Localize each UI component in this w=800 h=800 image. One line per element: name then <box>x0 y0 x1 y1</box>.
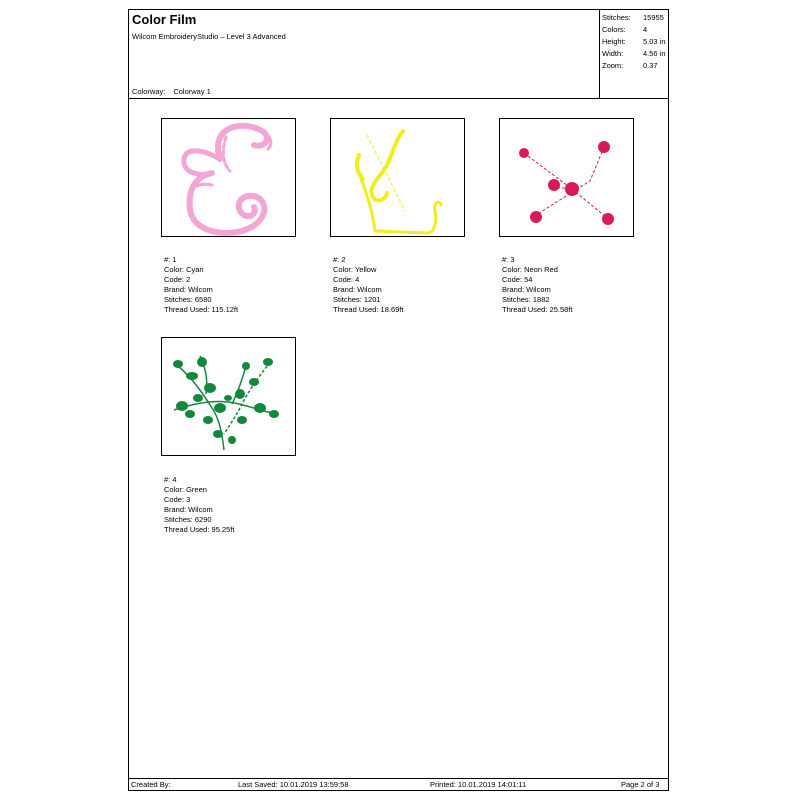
film-stitches: Stitches: 1882 <box>502 295 550 304</box>
stat-value: 0.37 <box>643 61 658 70</box>
report-footer <box>128 778 669 791</box>
film-thread-used: Thread Used: 115.12ft <box>164 305 239 314</box>
film-color: Color: Neon Red <box>502 265 558 274</box>
green-vine-motif <box>162 338 295 455</box>
film-number: #: 4 <box>164 475 177 484</box>
film-thread-used: Thread Used: 25.58ft <box>502 305 573 314</box>
film-swatch-2 <box>330 118 465 237</box>
stat-value: 15955 <box>643 13 664 22</box>
stat-value: 4 <box>643 25 648 34</box>
colorway-value: Colorway 1 <box>173 87 211 96</box>
film-code: Code: 4 <box>333 275 360 284</box>
film-swatch-1 <box>161 118 296 237</box>
film-thread-used: Thread Used: 95.25ft <box>164 525 235 534</box>
software-name: Wilcom EmbroideryStudio – Level 3 Advanced <box>132 32 286 41</box>
film-code: Code: 3 <box>164 495 191 504</box>
film-number: #: 2 <box>333 255 346 264</box>
film-brand: Brand: Wilcom <box>502 285 551 294</box>
film-info-2 <box>333 255 403 315</box>
stat-value: 4.56 in <box>643 49 666 58</box>
created-by: Created By: <box>131 780 171 789</box>
stat-label: Stitches: <box>602 13 631 22</box>
film-number: #: 1 <box>164 255 177 264</box>
yellow-outline-motif <box>331 119 464 236</box>
film-brand: Brand: Wilcom <box>164 285 213 294</box>
stat-label: Width: <box>602 49 624 58</box>
stat-width <box>602 49 668 59</box>
film-stitches: Stitches: 6290 <box>164 515 212 524</box>
script-letter-motif <box>162 119 295 236</box>
stat-zoom <box>602 61 668 71</box>
film-swatch-4 <box>161 337 296 456</box>
stat-stitches <box>602 13 668 23</box>
film-stitches: Stitches: 1201 <box>333 295 381 304</box>
stat-height <box>602 37 668 47</box>
page-number: Page 2 of 3 <box>621 780 660 789</box>
stat-label: Height: <box>602 37 626 46</box>
report-header <box>129 10 668 99</box>
film-swatch-3 <box>499 118 634 237</box>
last-saved: Last Saved: 10.01.2019 13:59:58 <box>238 780 349 789</box>
film-color: Color: Green <box>164 485 207 494</box>
film-info-3 <box>502 255 572 315</box>
design-stats <box>599 10 669 98</box>
report-title: Color Film <box>132 12 197 27</box>
colorway-label: Colorway: <box>132 87 166 96</box>
film-code: Code: 2 <box>164 275 191 284</box>
stat-label: Zoom: <box>602 61 624 70</box>
film-brand: Brand: Wilcom <box>333 285 382 294</box>
film-info-1 <box>164 255 238 315</box>
film-stitches: Stitches: 6580 <box>164 295 212 304</box>
stat-colors <box>602 25 668 35</box>
film-brand: Brand: Wilcom <box>164 505 213 514</box>
film-thread-used: Thread Used: 18.69ft <box>333 305 404 314</box>
red-dots-motif <box>500 119 633 236</box>
film-color: Color: Cyan <box>164 265 204 274</box>
stat-label: Colors: <box>602 25 626 34</box>
film-color: Color: Yellow <box>333 265 377 274</box>
film-code: Code: 54 <box>502 275 533 284</box>
stat-value: 5.03 in <box>643 37 666 46</box>
film-info-4 <box>164 475 234 535</box>
colorway-line <box>132 87 211 96</box>
printed-date: Printed: 10.01.2019 14:01:11 <box>430 780 527 789</box>
film-number: #: 3 <box>502 255 515 264</box>
